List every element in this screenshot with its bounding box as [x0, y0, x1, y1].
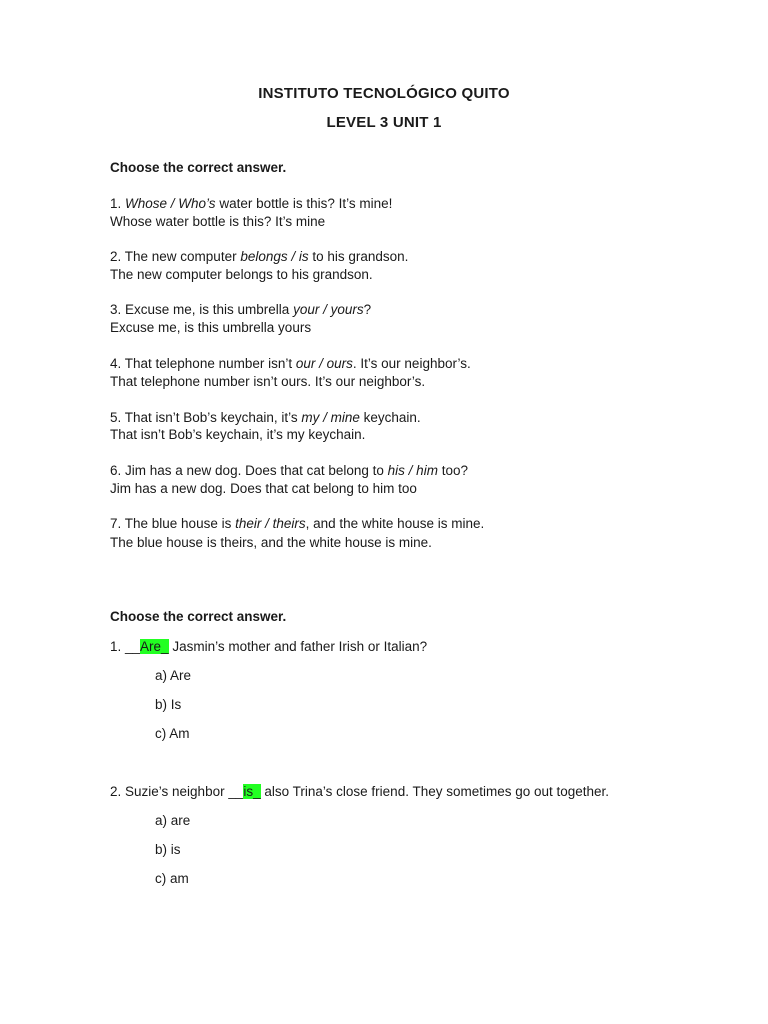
- answer-2: The new computer belongs to his grandson.: [110, 267, 373, 282]
- mc2-option-b: b) is: [155, 842, 181, 857]
- question-4: 4. That telephone number isn’t our / ours. It’s our neighbor’s.: [110, 356, 471, 371]
- mc-question-2: 2. Suzie’s neighbor __is_ also Trina’s close friend. They sometimes go out together.: [110, 784, 610, 799]
- mc1-option-b: b) Is: [155, 697, 182, 712]
- choice-text: his / him: [387, 463, 438, 478]
- question-1: 1. Whose / Who’s water bottle is this? It’s mine!: [110, 196, 393, 211]
- mc1-option-c: c) Am: [155, 726, 190, 741]
- question-5: 5. That isn’t Bob’s keychain, it’s my / mine keychain.: [110, 410, 421, 425]
- choice-text: Whose / Who’s: [125, 196, 216, 211]
- highlighted-answer: Are_: [140, 639, 169, 654]
- answer-4: That telephone number isn’t ours. It’s our neighbor’s.: [110, 374, 426, 389]
- institute-title: INSTITUTO TECNOLÓGICO QUITO: [258, 85, 510, 102]
- section1-heading: Choose the correct answer.: [110, 160, 287, 175]
- answer-7: The blue house is theirs, and the white house is mine.: [110, 535, 432, 550]
- section2-heading: Choose the correct answer.: [110, 609, 287, 624]
- question-6: 6. Jim has a new dog. Does that cat belong to his / him too?: [110, 463, 468, 478]
- question-2: 2. The new computer belongs / is to his grandson.: [110, 249, 409, 264]
- answer-3: Excuse me, is this umbrella yours: [110, 320, 312, 335]
- answer-5: That isn’t Bob’s keychain, it’s my keychain.: [110, 427, 366, 442]
- question-7: 7. The blue house is their / theirs, and the white house is mine.: [110, 516, 485, 531]
- mc-question-1: 1. __Are_ Jasmin’s mother and father Irish or Italian?: [110, 639, 428, 654]
- answer-6: Jim has a new dog. Does that cat belong to him too: [110, 481, 417, 496]
- mc2-option-a: a) are: [155, 813, 191, 828]
- choice-text: your / yours: [293, 302, 364, 317]
- choice-text: belongs / is: [240, 249, 309, 264]
- choice-text: our / ours: [295, 356, 353, 371]
- mc1-option-a: a) Are: [155, 668, 192, 683]
- choice-text: their / theirs: [235, 516, 306, 531]
- mc2-option-c: c) am: [155, 871, 189, 886]
- choice-text: my / mine: [301, 410, 360, 425]
- level-unit-title: LEVEL 3 UNIT 1: [326, 114, 442, 131]
- question-3: 3. Excuse me, is this umbrella your / yours?: [110, 302, 372, 317]
- answer-1: Whose water bottle is this? It’s mine: [110, 214, 326, 229]
- highlighted-answer: is_: [243, 784, 261, 799]
